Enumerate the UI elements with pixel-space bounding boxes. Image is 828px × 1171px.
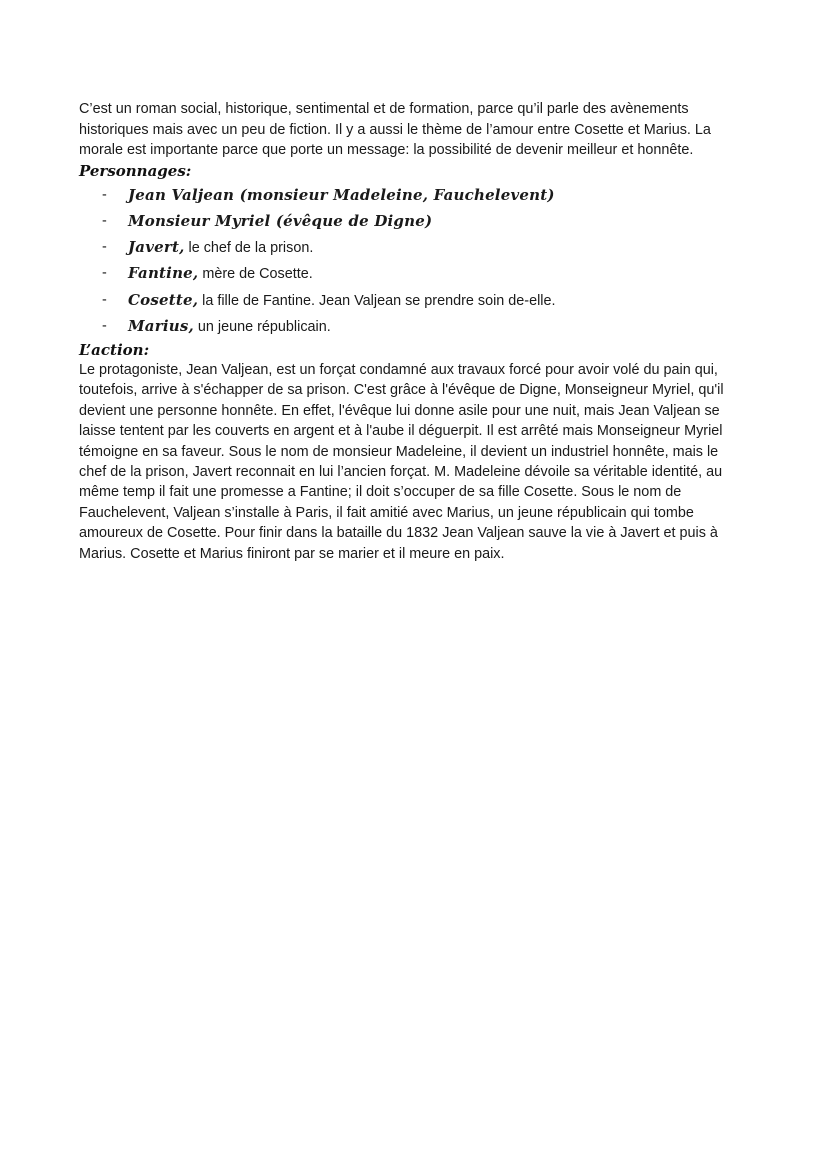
character-name: Marius,	[128, 316, 194, 335]
document-page	[79, 99, 749, 564]
list-item	[79, 288, 749, 314]
character-description: la fille de Fantine. Jean Valjean se prendre soin de-elle.	[198, 292, 556, 309]
character-description: mère de Cosette.	[198, 266, 313, 283]
list-item	[79, 209, 749, 235]
list-dash: -	[102, 239, 107, 256]
character-description: le chef de la prison.	[184, 240, 314, 257]
list-item	[79, 261, 749, 287]
character-name: Monsieur Myriel (évêque de Digne)	[128, 211, 433, 230]
action-paragraph: Le protagoniste, Jean Valjean, est un forçat condamné aux travaux forcé pour avoir volé du pain qui, toutefois, arrive à s'échapper de sa prison. C'est grâce à l'évêque de Digne, Monseigneur Myriel, qu'il devient une personne honnête. En effet, l'évêque lui donne asile pour une nuit, mais Jean Valjean se laisse tentent par les couverts en argent et à l'aube il déguerpit. Il est arrêté mais Monseigneur Myriel témoigne en sa faveur. Sous le nom de monsieur Madeleine, il devient un industriel honnête, mais le chef de la prison, Javert reconnait en lui l’ancien forçat. M. Madeleine dévoile sa véritable identité, au même temp il fait une promesse a Fantine; il doit s’occuper de sa fille Cosette. Sous le nom de Fauchelevent, Valjean s’installe à Paris, il fait amitié avec Marius, un jeune républicain qui tombe amoureux de Cosette. Pour finir dans la bataille du 1832 Jean Valjean sauve la vie à Javert et puis à Marius. Cosette et Marius finiront par se marier et il meure en paix.	[79, 362, 724, 562]
list-dash: -	[102, 291, 107, 308]
list-dash: -	[102, 265, 107, 282]
list-item	[79, 314, 749, 340]
list-dash: -	[102, 186, 107, 203]
characters-heading: Personnages:	[79, 161, 192, 180]
character-name: Jean Valjean (monsieur Madeleine, Fauchelevent)	[128, 185, 555, 204]
character-name: Fantine,	[128, 264, 199, 283]
action-heading: L’action:	[79, 341, 150, 359]
list-item	[79, 235, 749, 261]
characters-list	[79, 183, 749, 340]
list-dash: -	[102, 212, 107, 229]
character-name: Cosette,	[128, 290, 199, 309]
list-dash: -	[102, 317, 107, 334]
intro-paragraph: C’est un roman social, historique, sentimental et de formation, parce qu’il parle des avènements historiques mais avec un peu de fiction. Il y a aussi le thème de l’amour entre Cosette et Marius. La morale est importante parce que porte un message: la possibilité de devenir meilleur et honnête.	[79, 101, 711, 159]
character-name: Javert,	[128, 238, 185, 257]
list-item	[79, 183, 749, 209]
character-description: un jeune républicain.	[193, 318, 331, 335]
